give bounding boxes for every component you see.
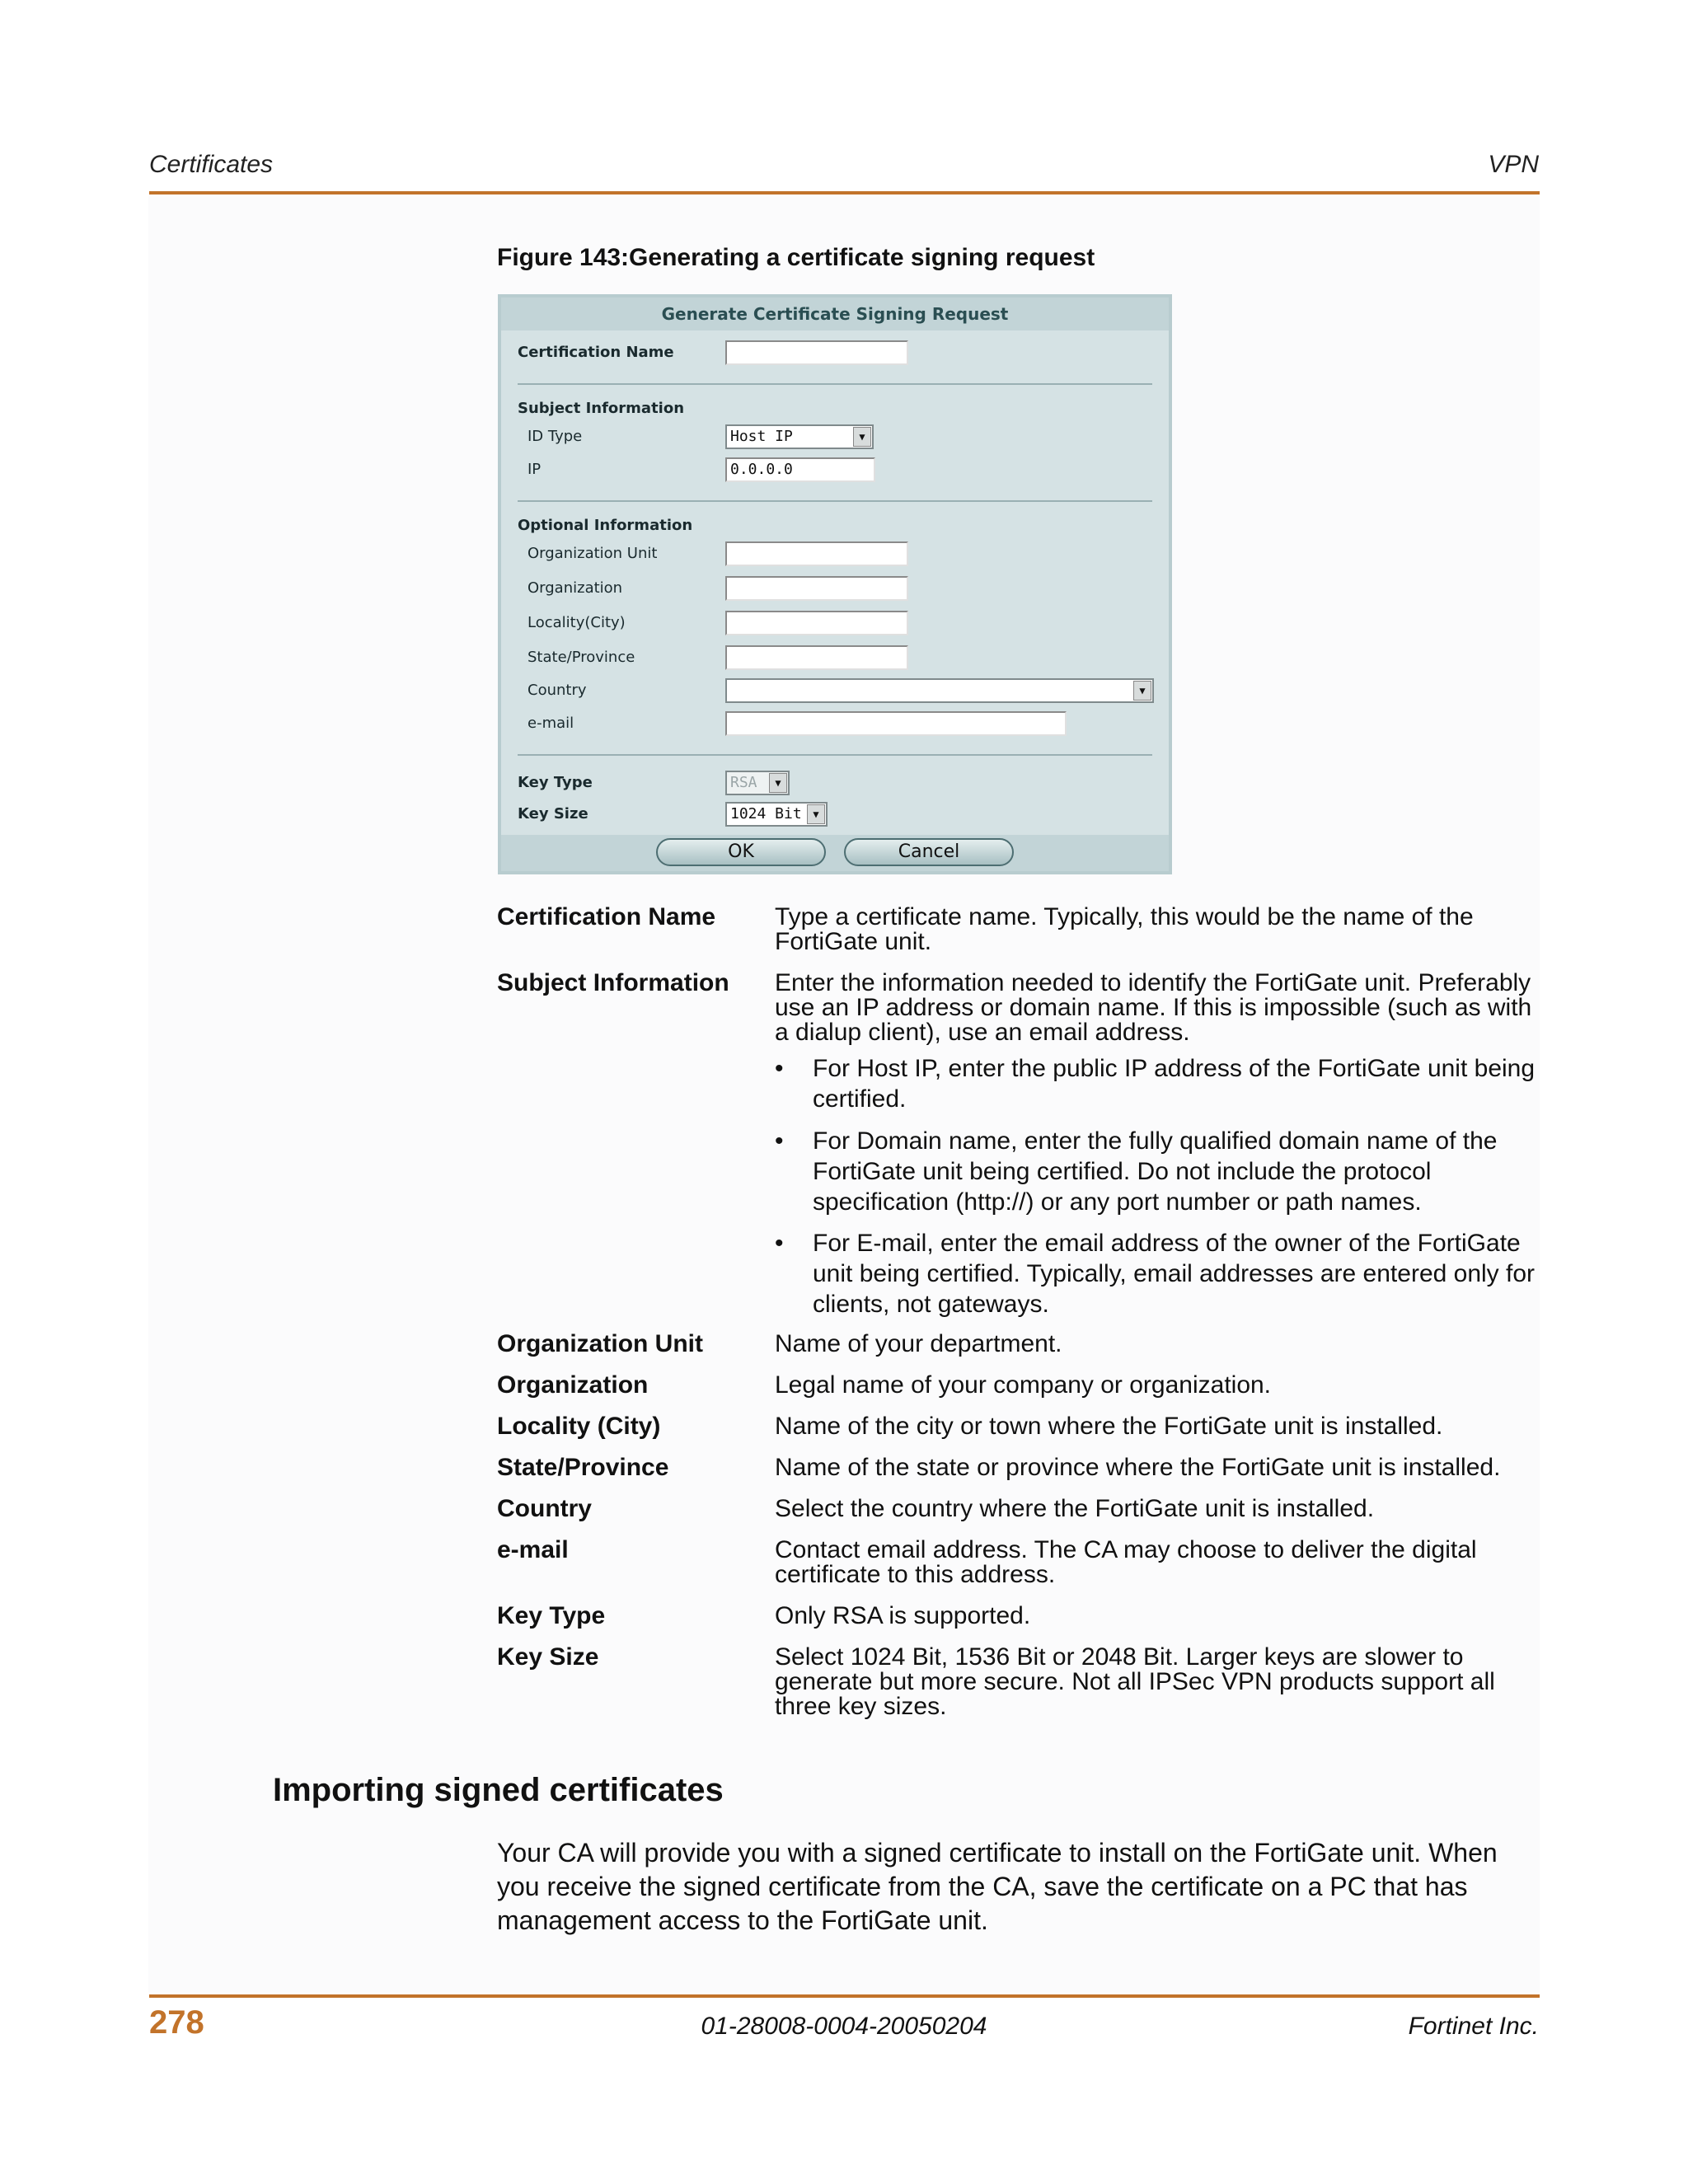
def-state-province: Name of the state or province where the FortiGate unit is installed. <box>775 1454 1501 1481</box>
country-label: Country <box>528 682 587 699</box>
id-type-value: Host IP <box>730 428 793 445</box>
id-type-select[interactable] <box>725 424 874 449</box>
ip-label: IP <box>528 461 542 478</box>
state-province-label: State/Province <box>528 649 635 666</box>
key-size-value: 1024 Bit <box>730 805 802 823</box>
term-certification-name: Certification Name <box>497 903 716 930</box>
dialog-title: Generate Certificate Signing Request <box>501 298 1169 330</box>
subject-information-label: Subject Information <box>518 400 685 417</box>
key-size-select[interactable] <box>725 802 828 827</box>
def-country: Select the country where the FortiGate unit is installed. <box>775 1495 1375 1522</box>
generate-csr-dialog <box>498 294 1172 874</box>
def-organization-unit: Name of your department. <box>775 1330 1062 1357</box>
def-key-size: Select 1024 Bit, 1536 Bit or 2048 Bit. Larger keys are slower to generate but more secure. Not all IPSec VPN products support all three key sizes. <box>775 1643 1495 1720</box>
company-name: Fortinet Inc. <box>1408 2013 1539 2040</box>
def-subject-information: Enter the information needed to identify the FortiGate unit. Preferably use an IP address or domain name. If this is impossible (such as with a dialup client), use an email address. <box>775 969 1532 1046</box>
separator <box>518 383 1152 385</box>
footer-rule <box>149 1994 1540 1998</box>
document-id: 01-28008-0004-20050204 <box>701 2013 987 2040</box>
def-key-type: Only RSA is supported. <box>775 1602 1031 1629</box>
key-type-label: Key Type <box>518 774 593 791</box>
term-locality: Locality (City) <box>497 1413 661 1440</box>
email-label: e-mail <box>528 715 574 732</box>
term-country: Country <box>497 1495 592 1522</box>
chevron-down-icon: ▼ <box>853 427 871 447</box>
optional-information-label: Optional Information <box>518 517 693 534</box>
figure-caption: Figure 143:Generating a certificate signing request <box>497 244 1095 271</box>
key-type-select <box>725 771 790 795</box>
term-key-size: Key Size <box>497 1643 599 1671</box>
certification-name-label: Certification Name <box>518 344 674 361</box>
bullet-text: For Domain name, enter the fully qualified domain name of the FortiGate unit being certified. Do not include the protocol specification (http://) or any port number or path names. <box>813 1127 1498 1216</box>
separator <box>518 500 1152 502</box>
id-type-label: ID Type <box>528 428 583 445</box>
header-rule <box>149 191 1540 194</box>
term-key-type: Key Type <box>497 1602 606 1629</box>
term-organization: Organization <box>497 1371 649 1399</box>
def-organization: Legal name of your company or organization. <box>775 1371 1272 1399</box>
chevron-down-icon: ▼ <box>769 773 787 793</box>
bullet-marker: • <box>775 1055 784 1082</box>
separator <box>518 754 1152 756</box>
country-select[interactable] <box>725 678 1154 703</box>
key-type-value: RSA <box>730 774 757 791</box>
bullet-text: For Host IP, enter the public IP address of the FortiGate unit being certified. <box>813 1055 1536 1113</box>
organization-unit-label: Organization Unit <box>528 545 658 562</box>
chevron-down-icon: ▼ <box>1133 681 1151 701</box>
term-email: e-mail <box>497 1536 569 1563</box>
term-subject-information: Subject Information <box>497 969 729 996</box>
header-section: VPN <box>1488 151 1539 178</box>
page-number: 278 <box>149 2004 204 2041</box>
term-organization-unit: Organization Unit <box>497 1330 703 1357</box>
dialog-footer <box>501 835 1169 871</box>
ip-input[interactable]: 0.0.0.0 <box>725 457 875 482</box>
key-size-label: Key Size <box>518 805 588 823</box>
def-email: Contact email address. The CA may choose to deliver the digital certificate to this address. <box>775 1536 1477 1588</box>
organization-input[interactable] <box>725 576 908 601</box>
bullet-text: For E-mail, enter the email address of the owner of the FortiGate unit being certified. Typically, email addresses are entered only for clients, not gateways. <box>813 1230 1536 1318</box>
header-chapter: Certificates <box>149 151 274 178</box>
email-input[interactable] <box>725 711 1067 736</box>
section-heading: Importing signed certificates <box>273 1772 724 1808</box>
section-body: Your CA will provide you with a signed certificate to install on the FortiGate unit. When you receive the signed certificate from the CA, save the certificate on a PC that has management access to the FortiGate unit. <box>497 1838 1498 1935</box>
def-locality: Name of the city or town where the FortiGate unit is installed. <box>775 1413 1443 1440</box>
organization-label: Organization <box>528 579 623 597</box>
ok-button[interactable]: OK <box>656 838 826 866</box>
state-province-input[interactable] <box>725 645 908 670</box>
cancel-button[interactable]: Cancel <box>844 838 1014 866</box>
def-certification-name: Type a certificate name. Typically, this would be the name of the FortiGate unit. <box>775 903 1474 955</box>
certification-name-input[interactable] <box>725 340 908 365</box>
bullet-marker: • <box>775 1230 784 1257</box>
organization-unit-input[interactable] <box>725 541 908 566</box>
locality-input[interactable] <box>725 611 908 635</box>
chevron-down-icon: ▼ <box>807 804 825 824</box>
term-state-province: State/Province <box>497 1454 669 1481</box>
bullet-marker: • <box>775 1127 784 1155</box>
locality-label: Locality(City) <box>528 614 626 631</box>
